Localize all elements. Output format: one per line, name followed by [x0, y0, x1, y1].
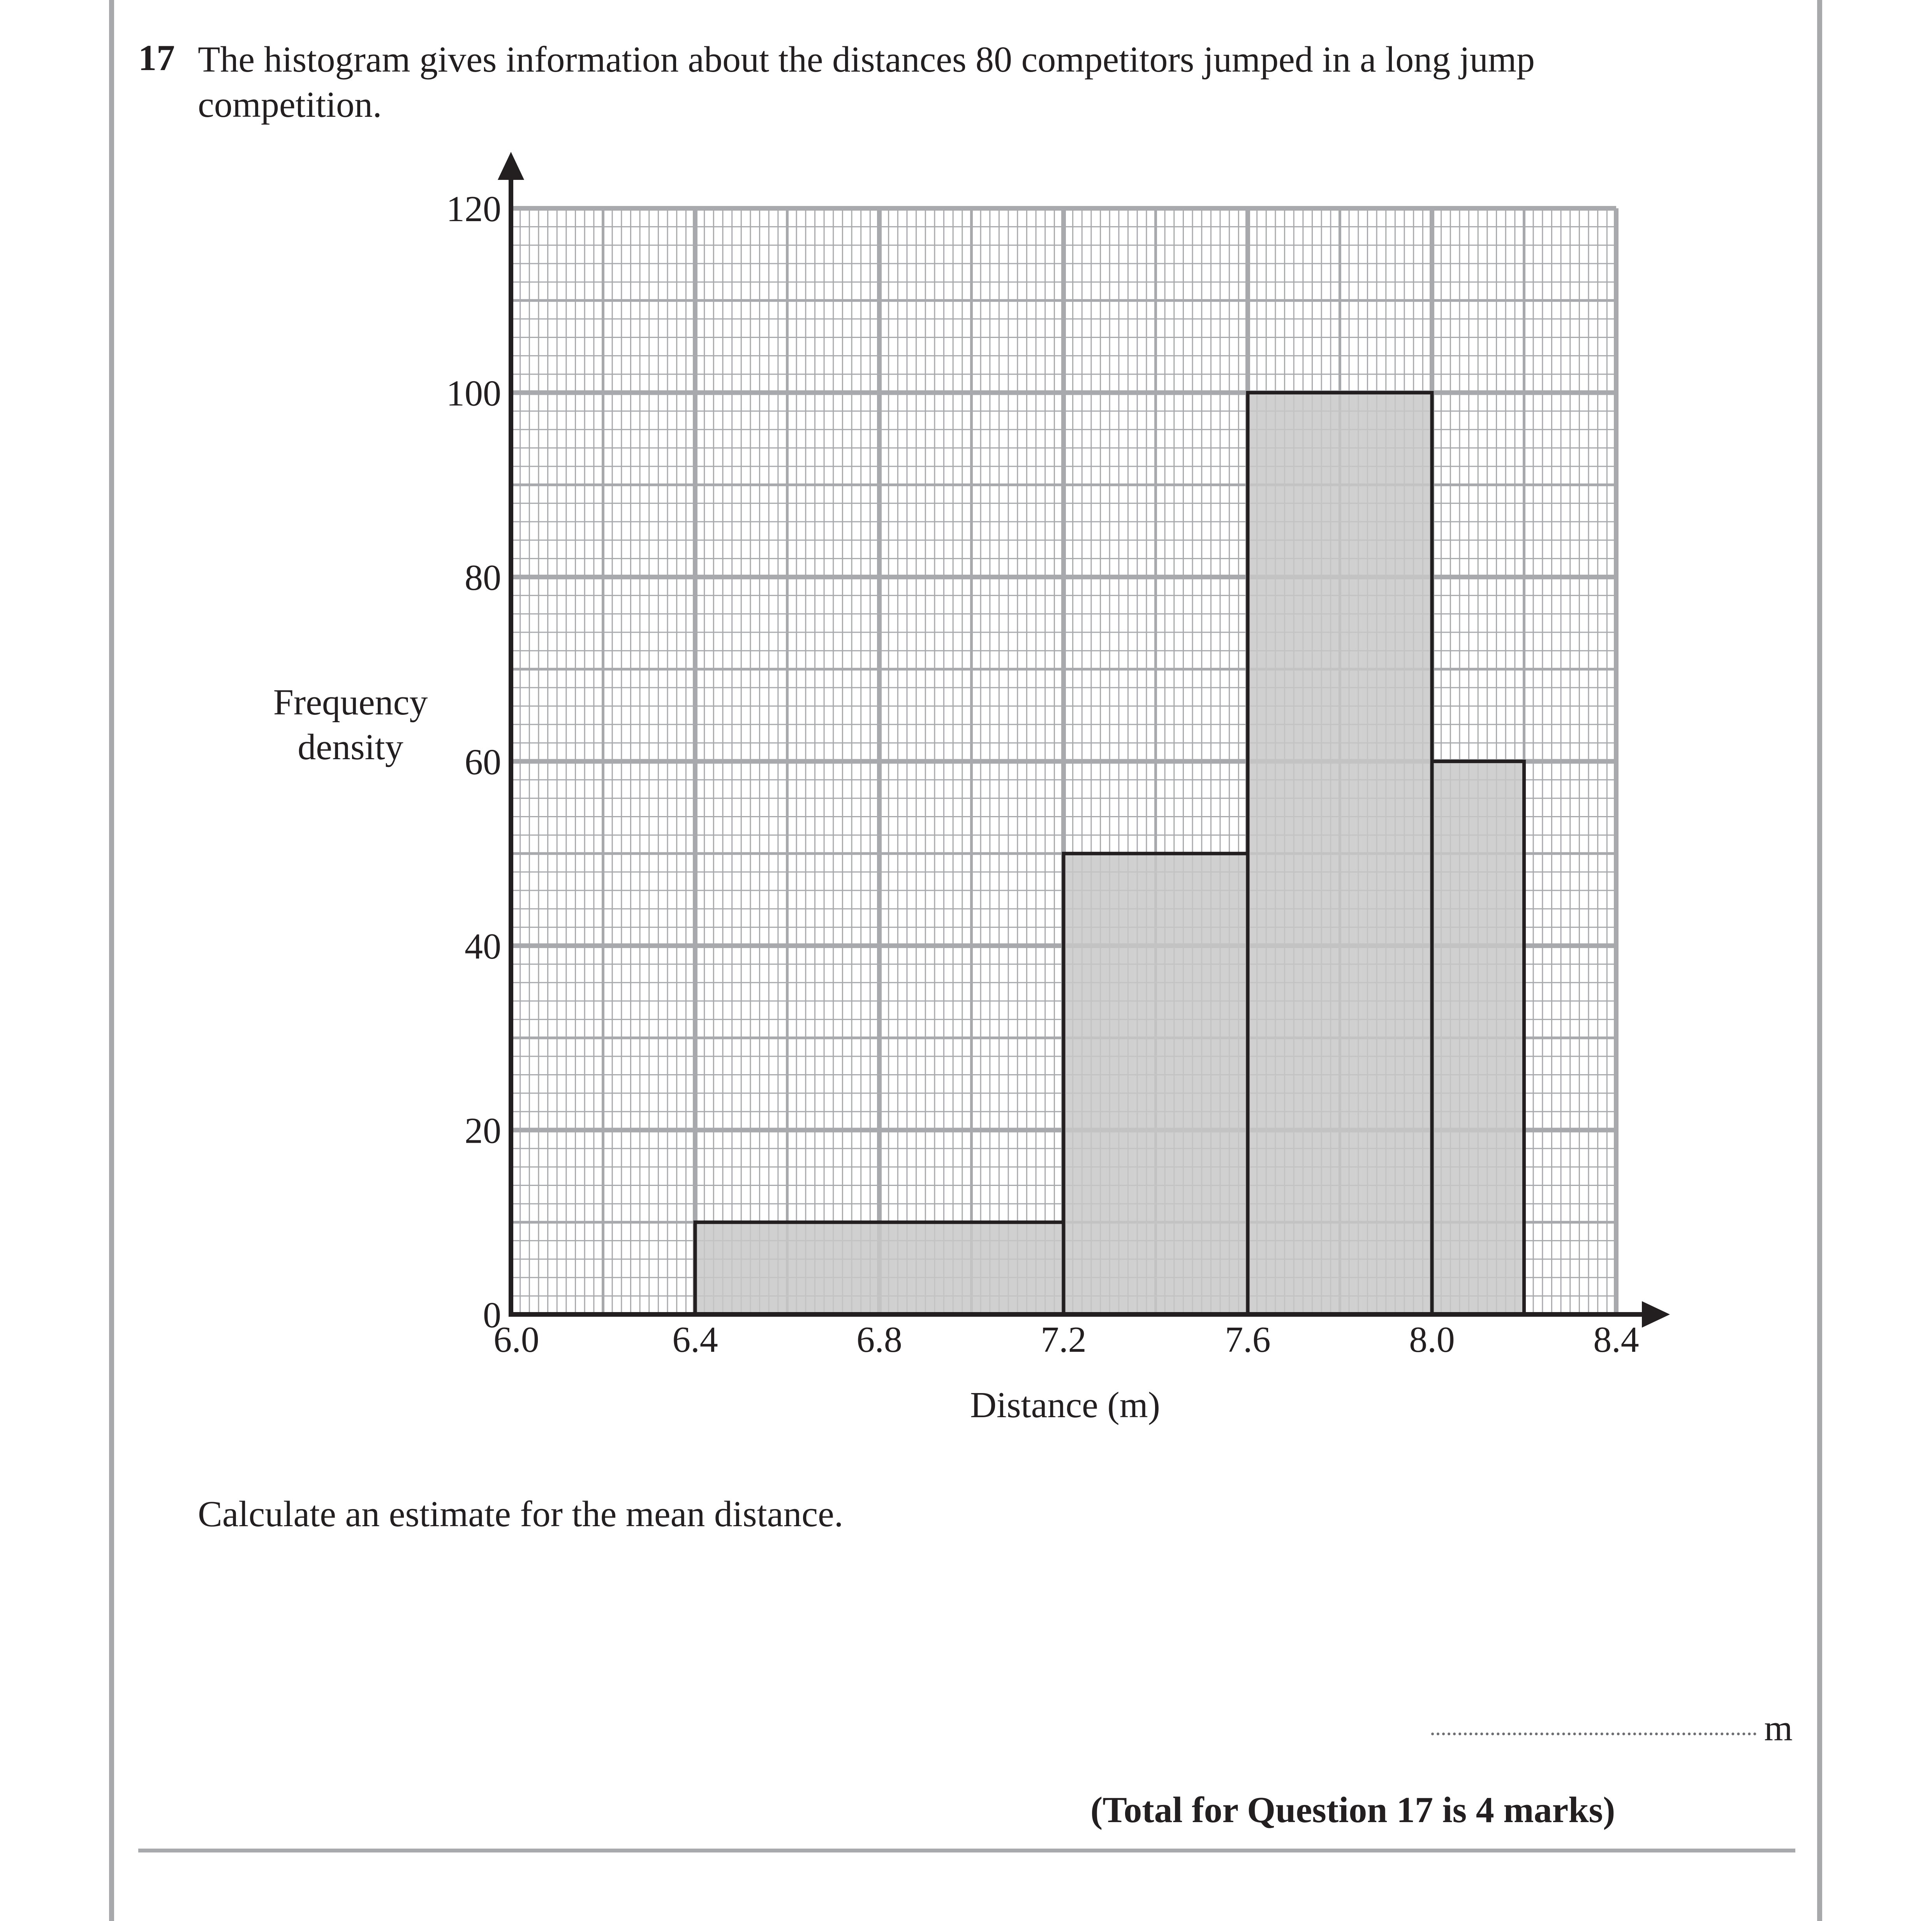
answer-line[interactable]	[1431, 1733, 1756, 1735]
y-axis-label-line-2: density	[298, 727, 403, 767]
x-tick-label: 6.4	[672, 1319, 718, 1360]
instruction-text: Calculate an estimate for the mean distance.	[198, 1494, 844, 1534]
x-tick-label: 8.4	[1593, 1319, 1639, 1360]
histogram-bar-4	[1432, 762, 1524, 1315]
histogram-bar-2	[1064, 853, 1248, 1314]
answer-unit: m	[1764, 1708, 1793, 1749]
total-marks: (Total for Question 17 is 4 marks)	[1090, 1790, 1615, 1830]
y-tick-label: 100	[446, 373, 501, 414]
x-tick-label: 7.2	[1041, 1319, 1087, 1360]
y-tick-label: 20	[465, 1110, 501, 1151]
x-tick-label: 6.0	[493, 1319, 539, 1360]
x-tick-label: 8.0	[1409, 1319, 1455, 1360]
y-tick-label: 80	[465, 558, 501, 598]
y-tick-label: 0	[483, 1295, 501, 1335]
y-tick-label: 40	[465, 926, 501, 967]
question-number: 17	[138, 38, 175, 78]
question-text: The histogram gives information about the distances 80 competitors jumped in a long jump competition.	[198, 39, 1535, 125]
footer-rule	[138, 1849, 1795, 1852]
y-tick-label: 120	[446, 189, 501, 229]
histogram-bar-1	[695, 1222, 1064, 1314]
x-axis-arrowhead	[1642, 1301, 1670, 1328]
y-tick-label: 60	[465, 742, 501, 783]
x-tick-label: 7.6	[1225, 1319, 1271, 1360]
x-tick-label: 6.8	[856, 1319, 902, 1360]
y-axis-arrowhead	[498, 152, 524, 180]
y-axis-label-line-1: Frequency	[273, 682, 428, 723]
histogram-bar-3	[1248, 393, 1432, 1315]
x-axis-label: Distance (m)	[970, 1385, 1161, 1425]
